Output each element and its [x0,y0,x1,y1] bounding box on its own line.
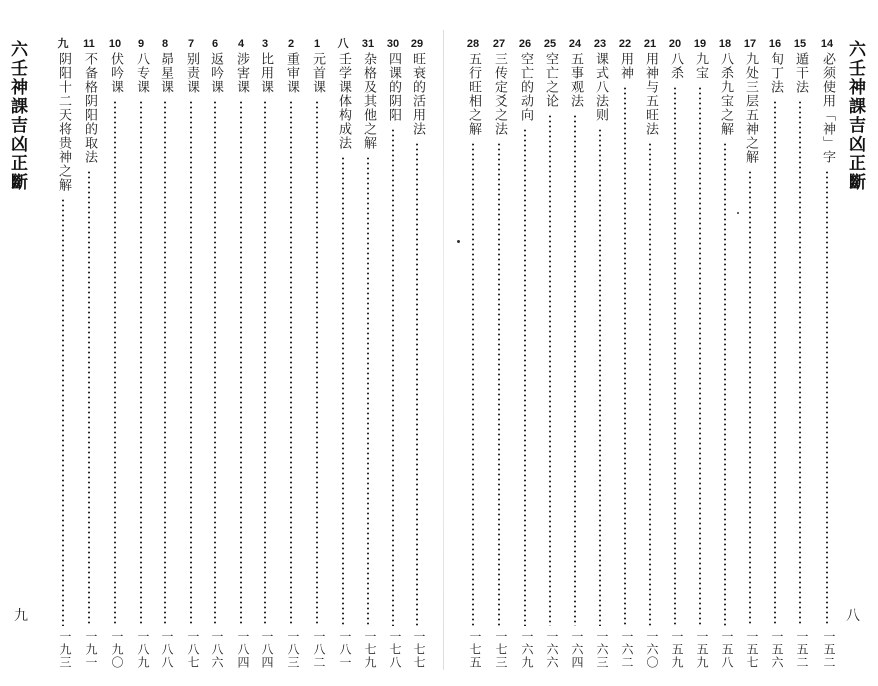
toc-entry-number: 15 [793,38,807,50]
toc-entry-title: 用神 [618,52,633,80]
toc-entry-page: 一八八 [160,630,174,669]
toc-entry [514,38,536,678]
toc-entry-number: 26 [518,38,532,50]
toc-entry-page: 一九一 [84,630,98,669]
toc-entry-page: 一七三 [494,630,508,669]
toc-entry-number: 1 [313,38,321,50]
dot-leader [699,86,701,626]
toc-entry-page: 一八四 [260,630,274,669]
toc-entry-number: 3 [261,38,269,50]
toc-entry-number: 6 [211,38,219,50]
dot-leader [290,100,292,626]
toc-entry [332,38,354,678]
toc-entry-page: 一七五 [468,630,482,669]
toc-entry-page: 一五六 [770,630,784,669]
toc-entry-page: 一六〇 [645,630,659,669]
toc-entry-number: 八 [337,38,349,50]
toc-entry [382,38,404,678]
toc-entry-number: 31 [361,38,375,50]
dot-leader [749,170,751,626]
dot-leader [624,86,626,626]
toc-entry-number: 27 [492,38,506,50]
dot-leader [599,128,601,626]
dot-leader [88,170,90,626]
toc-entry-page: 一五二 [822,630,836,669]
toc-entry-number: 28 [466,38,480,50]
toc-entry-number: 8 [161,38,169,50]
toc-entry [306,38,328,678]
toc-entry-number: 2 [287,38,295,50]
running-header-right: 六壬神課吉凶正斷 [845,40,865,192]
toc-entry-title: 用神与五旺法 [643,52,658,136]
toc-entry-page: 一五九 [695,630,709,669]
dot-leader [114,100,116,626]
dot-leader [367,156,369,626]
toc-entry-page: 一七九 [363,630,377,669]
toc-entry [488,38,510,678]
toc-entry [764,38,786,678]
toc-entry-number: 11 [83,38,95,50]
toc-entry-title: 重审课 [284,52,299,94]
toc-entry-title: 壬学课体构成法 [336,52,351,150]
toc-entry-title: 旺衰的活用法 [410,52,425,136]
toc-entry [357,38,379,678]
toc-entry-title: 昴星课 [158,52,173,94]
toc-entry [462,38,484,678]
toc-entry [52,38,74,678]
dot-leader [649,142,651,626]
dot-leader [472,142,474,626]
toc-entry-page: 一八七 [186,630,200,669]
toc-entry [204,38,226,678]
toc-entry-page: 一六四 [570,630,584,669]
toc-entry-number: 25 [543,38,557,50]
toc-entry-page: 一八四 [236,630,250,669]
dot-leader [574,114,576,626]
toc-entry-number: 30 [386,38,400,50]
dot-leader [316,100,318,626]
toc-entry-title: 八专课 [134,52,149,94]
toc-entry [639,38,661,678]
dot-leader [140,100,142,626]
toc-entry-number: 9 [137,38,145,50]
toc-entry [230,38,252,678]
toc-entry [104,38,126,678]
toc-entry-title: 涉害课 [234,52,249,94]
toc-entry-page: 一八二 [312,630,326,669]
dot-leader [724,142,726,626]
toc-entry-title: 旬丁法 [768,52,783,94]
toc-entry-title: 三传定爻之法 [492,52,507,136]
toc-entry-title: 伏吟课 [108,52,123,94]
toc-entry-page: 一六九 [520,630,534,669]
toc-entry [130,38,152,678]
dot-leader [799,100,801,626]
toc-entry-page: 一七七 [412,630,426,669]
running-header-left: 六壬神課吉凶正斷 [7,40,27,192]
toc-entry-title: 返吟课 [208,52,223,94]
toc-entry-page: 一六六 [545,630,559,669]
toc-entry [739,38,761,678]
toc-entry-title: 遁干法 [793,52,808,94]
toc-entry-number: 10 [108,38,122,50]
toc-entry-title: 比用课 [258,52,273,94]
dot-leader [524,128,526,626]
toc-entry-title: 阴阳十二天将贵神之解 [56,52,71,192]
toc-entry-title: 课式八法则 [593,52,608,122]
dot-leader [342,156,344,626]
dot-leader [164,100,166,626]
toc-entry [816,38,838,678]
toc-entry-page: 一五九 [670,630,684,669]
toc-entry-number: 16 [768,38,782,50]
dot-leader [826,170,828,626]
toc-entry-page: 一九三 [58,630,72,669]
toc-entry-title: 四课的阴阳 [386,52,401,122]
toc-entry-title: 必须使用「神」字 [820,52,835,164]
toc-entry-page: 一八六 [210,630,224,669]
toc-entry-number: 22 [618,38,632,50]
toc-entry-page: 一六二 [620,630,634,669]
dot-leader [240,100,242,626]
toc-entry-page: 一五七 [745,630,759,669]
toc-entry-page: 一八九 [136,630,150,669]
toc-entry-title: 五事观法 [568,52,583,108]
toc-entry-title: 别责课 [184,52,199,94]
toc-entry-title: 八杀 [668,52,683,80]
toc-entry-page: 一五八 [720,630,734,669]
toc-entry-number: 14 [820,38,834,50]
toc-entry-title: 不备格阴阳的取法 [82,52,97,164]
toc-entry-page: 一五二 [795,630,809,669]
ink-speck [737,212,739,214]
dot-leader [498,142,500,626]
dot-leader [190,100,192,626]
page-number-left: 九 [14,608,28,624]
toc-entry [539,38,561,678]
dot-leader [214,100,216,626]
toc-entry-number: 29 [410,38,424,50]
toc-entry-number: 24 [568,38,582,50]
toc-entry-title: 五行旺相之解 [466,52,481,136]
toc-entry-title: 空亡之论 [543,52,558,108]
toc-entry [614,38,636,678]
toc-entry-page: 一六三 [595,630,609,669]
dot-leader [264,100,266,626]
toc-entry [154,38,176,678]
toc-entry [406,38,428,678]
toc-entry [689,38,711,678]
toc-entry [789,38,811,678]
toc-entry [714,38,736,678]
toc-entry-title: 空亡的动向 [518,52,533,122]
toc-entry [280,38,302,678]
toc-entry [564,38,586,678]
toc-entry-title: 元首课 [310,52,325,94]
toc-entry [78,38,100,678]
toc-entry-number: 九 [57,38,69,50]
toc-entry-number: 23 [593,38,607,50]
toc-entry-number: 20 [668,38,682,50]
toc-entry-title: 九宝 [693,52,708,80]
toc-entry-number: 4 [237,38,245,50]
toc-entry [180,38,202,678]
dot-leader [62,198,64,626]
ink-speck [457,240,460,243]
page-number-right: 八 [846,608,860,624]
dot-leader [774,100,776,626]
toc-entry-page: 一八三 [286,630,300,669]
toc-entry-title: 杂格及其他之解 [361,52,376,150]
toc-entry-page: 一七八 [388,630,402,669]
toc-entry-page: 一八一 [338,630,352,669]
dot-leader [392,128,394,626]
toc-entry-title: 八杀九宝之解 [718,52,733,136]
toc-entry-number: 17 [743,38,757,50]
dot-leader [674,86,676,626]
toc-entry-number: 21 [643,38,657,50]
toc-entry-title: 九处三层五神之解 [743,52,758,164]
dot-leader [549,114,551,626]
dot-leader [416,142,418,626]
toc-entry [664,38,686,678]
toc-entry-number: 18 [718,38,732,50]
toc-entry [254,38,276,678]
toc-entry-page: 一九〇 [110,630,124,669]
toc-entry-number: 7 [187,38,195,50]
toc-entry [589,38,611,678]
toc-entry-number: 19 [693,38,707,50]
book-gutter [443,30,444,670]
